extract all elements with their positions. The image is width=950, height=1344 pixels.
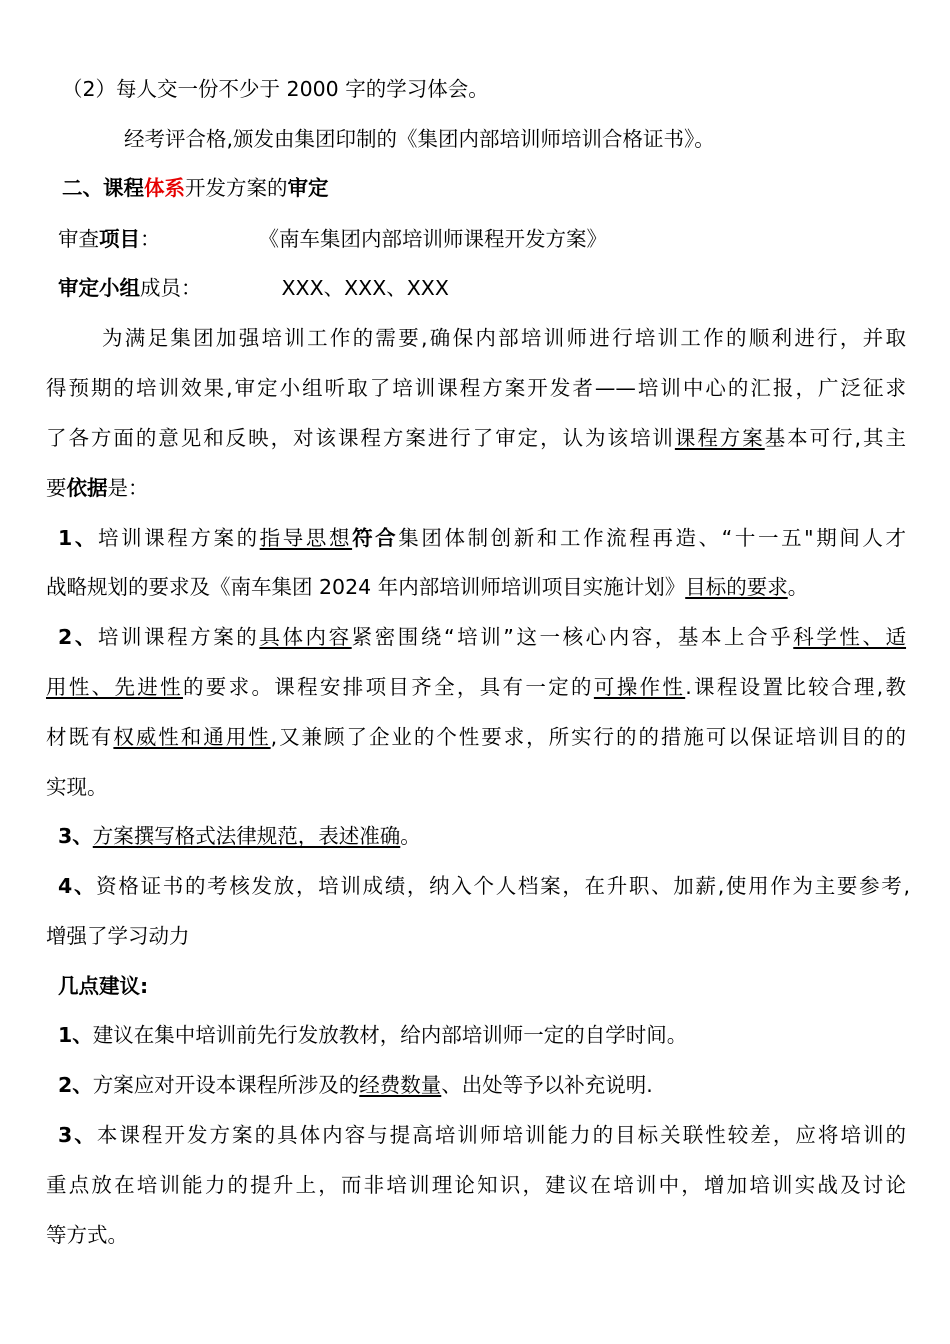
- paragraph-line: 为满足集团加强培训工作的需要,确保内部培训师进行培训工作的顺利进行，并取: [102, 326, 906, 350]
- basis-item-3: 3、方案撰写格式法律规范，表述准确。: [58, 824, 421, 848]
- basis-item-1-cont: 战略规划的要求及《南车集团 2024 年内部培训师培训项目实施计划》目标的要求。: [46, 575, 809, 599]
- suggestion-item-2: 2、方案应对开设本课程所涉及的经费数量、出处等予以补充说明.: [58, 1073, 653, 1097]
- basis-item-4-cont: 增强了学习动力: [46, 924, 190, 948]
- review-item-line: 审查项目： 《南车集团内部培训师课程开发方案》: [58, 227, 607, 251]
- line-certificate: 经考评合格,颁发由集团印制的《集团内部培训师培训合格证书》。: [124, 127, 715, 151]
- paragraph-line: 了各方面的意见和反映，对该课程方案进行了审定，认为该培训课程方案基本可行,其主: [46, 426, 906, 450]
- review-members-line: 审定小组成员： XXX、XXX、XXX: [58, 276, 449, 300]
- line-study-report: （2）每人交一份不少于 2000 字的学习体会。: [62, 77, 489, 101]
- suggestion-item-3-cont: 等方式。: [46, 1223, 128, 1247]
- suggestion-item-1: 1、建议在集中培训前先行发放教材，给内部培训师一定的自学时间。: [58, 1023, 688, 1047]
- paragraph-line: 得预期的培训效果,审定小组听取了培训课程方案开发者——培训中心的汇报，广泛征求: [46, 376, 906, 400]
- basis-item-2-cont: 用性、先进性的要求。课程安排项目齐全，具有一定的可操作性.课程设置比较合理,教: [46, 675, 906, 699]
- paragraph-line: 要依据是：: [46, 476, 149, 500]
- suggestions-heading: 几点建议:: [58, 974, 149, 998]
- suggestion-item-3-cont: 重点放在培训能力的提升上，而非培训理论知识，建议在培训中，增加培训实战及讨论: [46, 1173, 906, 1197]
- basis-item-4: 4、资格证书的考核发放，培训成绩，纳入个人档案，在升职、加薪,使用作为主要参考,: [58, 874, 911, 898]
- basis-item-2-cont: 材既有权威性和通用性,又兼顾了企业的个性要求，所实行的的措施可以保证培训目的的: [46, 725, 907, 749]
- basis-item-2-cont: 实现。: [46, 775, 108, 799]
- basis-item-2: 2、培训课程方案的具体内容紧密围绕“培训”这一核心内容，基本上合乎科学性、适: [58, 625, 907, 649]
- suggestion-item-3: 3、本课程开发方案的具体内容与提高培训师培训能力的目标关联性较差，应将培训的: [58, 1123, 907, 1147]
- section-heading-review: 二、课程体系开发方案的审定: [62, 176, 329, 200]
- basis-item-1: 1、培训课程方案的指导思想符合集团体制创新和工作流程再造、“十一五"期间人才: [58, 526, 907, 550]
